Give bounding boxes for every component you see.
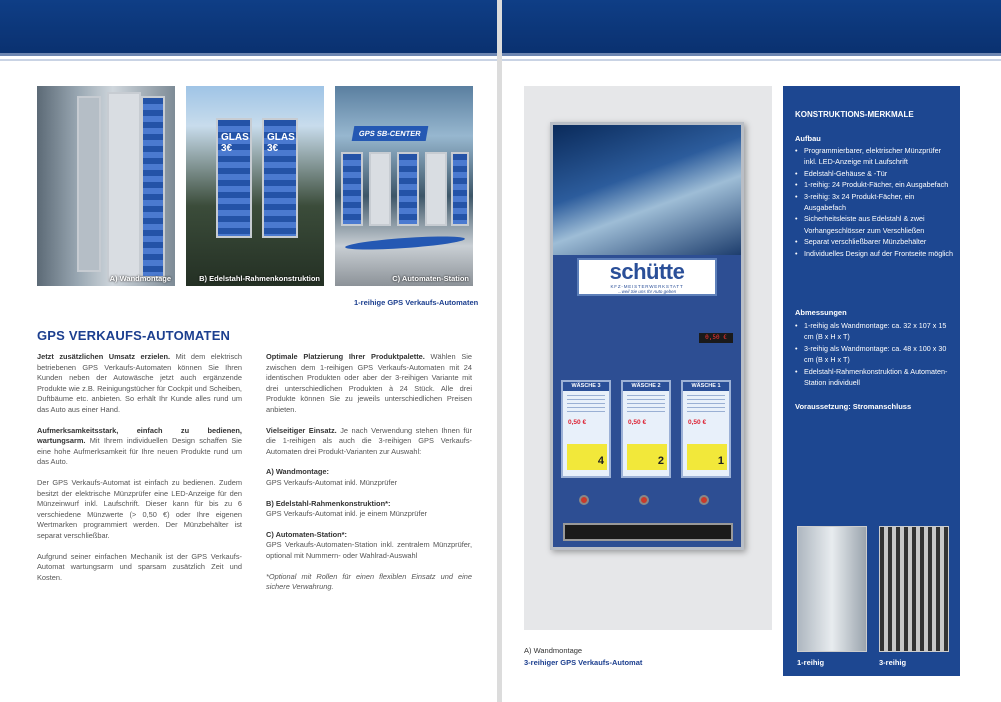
- thumb-3-reihig: [879, 526, 949, 652]
- variant-heading: B) Edelstahl-Rahmenkonstruktion*:: [266, 498, 391, 508]
- list-item: • 3-reihig: 3x 24 Produkt-Fächer, ein Ausgabefach: [795, 191, 955, 214]
- requirement-text: Voraussetzung: Stromanschluss: [795, 402, 912, 411]
- section-title-abmessungen: Abmessungen: [795, 308, 847, 317]
- right-header-rule: [502, 59, 1001, 61]
- para-text: Je nach Verwendung stehen Ihnen für die 1-reihigen als auch die 3-reihigen GPS Verkaufs-Automaten drei Produkt-Varianten zur Auswahl:: [266, 425, 472, 456]
- variant-text: GPS Verkaufs-Automat inkl. Münzprüfer: [266, 477, 398, 487]
- machine-subcaption: 3-reihiger GPS Verkaufs-Automat: [524, 658, 643, 667]
- right-header-bar: [502, 0, 1001, 56]
- para-text: Mit Ihrem individuellen Design schaffen Sie eine hohe Aufmerksamkeit für Ihre neuen Produkte rund um das Auto.: [37, 436, 242, 467]
- station-sign: GPS SB-CENTER: [352, 126, 428, 141]
- photo-wandmontage: [37, 86, 175, 286]
- list-item: • 3-reihig als Wandmontage: ca. 48 x 100 x 30 cm (B x H x T): [795, 343, 955, 366]
- para-lead: Vielseitiger Einsatz.: [266, 425, 337, 435]
- features-title: KONSTRUKTIONS-MERKMALE: [795, 110, 914, 119]
- features-box: [783, 86, 960, 676]
- slot-price: 0,50 €: [688, 419, 707, 426]
- selection-button: [699, 495, 709, 505]
- list-item: • 1-reihig: 24 Produkt-Fächer, ein Ausgabefach: [795, 179, 955, 190]
- slot-number: 4: [567, 444, 607, 470]
- dispense-tray: [563, 523, 733, 541]
- para-text: Der GPS Verkaufs-Automat ist einfach zu bedienen. Zudem besitzt der elektrische Münzprüfer eine LED-Anzeige für den Münzeinwurf inkl. Laufschrift. Dieser kann für bis zu 6 verschiedene Münzwerte (> 0,50 €) oder Ihre eigenen Wertmarken programmiert werden. Der Münzbehälter ist separat verschließbar.: [37, 477, 242, 540]
- vending-machine: [550, 122, 744, 550]
- brand-logo: [577, 258, 717, 296]
- list-item: • 1-reihig als Wandmontage: ca. 32 x 107 x 15 cm (B x H x T): [795, 320, 955, 343]
- para-lead: Jetzt zusätzlichen Umsatz erzielen.: [37, 352, 171, 361]
- list-item: • Edelstahl-Gehäuse & -Tür: [795, 168, 955, 179]
- left-header-rule: [0, 59, 497, 61]
- panel-text: GLAS 3€: [221, 132, 249, 154]
- variant-text: GPS Verkaufs-Automaten-Station inkl. zentralem Münzprüfer, optional mit Nummern- oder Wahlrad-Auswahl: [266, 540, 472, 560]
- para-text: Aufgrund seiner einfachen Mechanik ist der GPS Verkaufs-Automat wartungsarm und sparsam zusätzlich Zeit und Kosten.: [37, 551, 242, 582]
- left-page: [0, 0, 497, 702]
- variant-heading: A) Wandmontage:: [266, 467, 329, 477]
- para-lead: Aufmerksamkeitsstark, einfach zu bedienen, wartungsarm.: [37, 425, 242, 446]
- list-item: • Individuelles Design auf der Frontseite möglich: [795, 248, 955, 259]
- machine-artwork: [553, 125, 741, 255]
- product-slot: [561, 380, 611, 478]
- logo-tagline: ...weil Sie uns Ihr Auto geben: [617, 289, 677, 294]
- slot-title: WÄSCHE 2: [623, 382, 669, 391]
- list-item: • Programmierbarer, elektrischer Münzprüfer inkl. LED-Anzeige mit Laufschrift: [795, 145, 955, 168]
- variant-heading: C) Automaten-Station*:: [266, 529, 348, 539]
- abmessungen-list: [795, 320, 955, 388]
- thumb-caption: 3-reihig: [879, 658, 907, 667]
- page-title: GPS VERKAUFS-AUTOMATEN: [37, 328, 231, 343]
- variant-text: GPS Verkaufs-Automat inkl. je einem Münzprüfer: [266, 509, 428, 519]
- list-item: • Sicherheitsleiste aus Edelstahl & zwei Vorhangeschlösser zum Verschließen: [795, 213, 955, 236]
- led-display: 0,50 €: [699, 333, 733, 343]
- selection-button: [579, 495, 589, 505]
- slot-title: WÄSCHE 1: [683, 382, 729, 391]
- photos-caption: 1-reihige GPS Verkaufs-Automaten: [354, 298, 479, 307]
- thumb-1-reihig: [797, 526, 867, 652]
- photo-caption: A) Wandmontage: [109, 274, 171, 283]
- list-item: • Separat verschließbarer Münzbehälter: [795, 236, 955, 247]
- thumb-caption: 1-reihig: [797, 658, 825, 667]
- selection-button: [639, 495, 649, 505]
- aufbau-list: [795, 145, 955, 259]
- slot-number: 2: [627, 444, 667, 470]
- left-header-bar: [0, 0, 497, 56]
- footnote: *Optional mit Rollen für einen flexiblen Einsatz und eine sichere Verwahrung.: [266, 571, 472, 592]
- photo-automaten-station: [335, 86, 473, 286]
- slot-price: 0,50 €: [568, 419, 587, 426]
- text-column-2: [266, 352, 472, 603]
- photo-caption: C) Automaten-Station: [392, 274, 469, 283]
- slot-number: 1: [687, 444, 727, 470]
- section-title-aufbau: Aufbau: [795, 134, 821, 143]
- machine-caption: A) Wandmontage: [524, 646, 583, 655]
- product-slot: [681, 380, 731, 478]
- para-text: Mit dem elektrisch betriebenen GPS Verkaufs-Automaten können Sie Ihren Kunden neben der Autowäsche jetzt auch ergänzende Produkte wie z.B. Reinigungstücher für Cockpit und Scheiben, Duftbäume etc. anbieten. So erhält Ihr Kunde alles rund um das Auto aus einer Hand.: [37, 352, 242, 414]
- para-lead: Optimale Platzierung Ihrer Produktpalette.: [266, 352, 425, 361]
- list-item: • Edelstahl-Rahmenkonstruktion & Automaten-Station individuell: [795, 366, 955, 389]
- right-page: [502, 0, 1001, 702]
- photo-rahmenkonstruktion: [186, 86, 324, 286]
- slot-price: 0,50 €: [628, 419, 647, 426]
- panel-text: GLAS 3€: [267, 132, 295, 154]
- slot-title: WÄSCHE 3: [563, 382, 609, 391]
- photo-caption: B) Edelstahl-Rahmenkonstruktion: [199, 274, 320, 283]
- text-column-1: [37, 352, 242, 593]
- para-text: Wählen Sie zwischen dem 1-reihigen GPS Verkaufs-Automaten mit 24 identischen Produkten oder aber der 3-reihigen Variante mit drei unterschiedlichen Produkten à 24 Stück. Alle drei Produkte können Sie zu jeweils unterschiedlichen Preisen anbieten.: [266, 352, 472, 414]
- product-slot: [621, 380, 671, 478]
- logo-text: schütte: [609, 259, 685, 284]
- logo-subtitle: KFZ-MEISTERWERKSTATT: [610, 284, 684, 289]
